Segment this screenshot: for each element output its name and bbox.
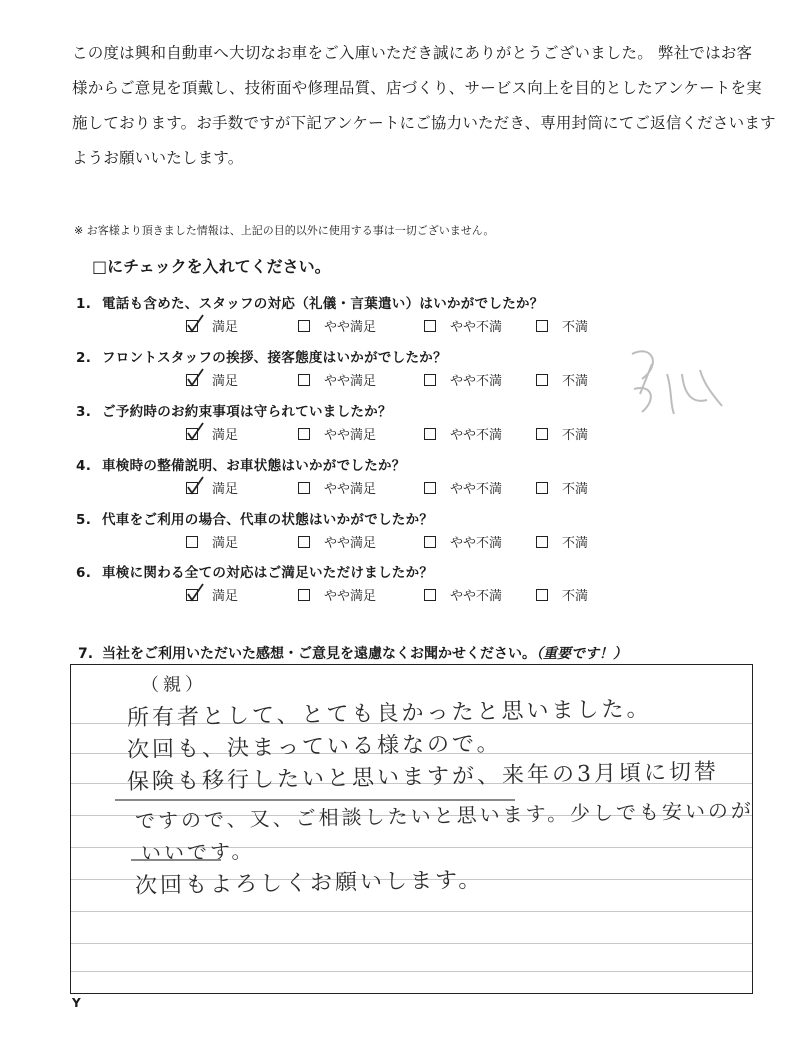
checkbox[interactable] (536, 482, 548, 494)
option-label: やや満足 (324, 320, 377, 335)
option-2[interactable] (298, 585, 376, 604)
checked-checkbox[interactable] (186, 589, 198, 601)
option-label: 満足 (212, 536, 239, 551)
check-mark-icon (186, 313, 206, 335)
question-4 (76, 454, 406, 474)
option-label: やや満足 (324, 374, 377, 389)
option-2[interactable] (298, 478, 376, 497)
option-2[interactable] (298, 370, 376, 389)
question-number: 4. (76, 458, 92, 474)
handwritten-line: 次回も、決まっている様なので。 (126, 731, 502, 763)
option-label: やや満足 (324, 536, 377, 551)
option-label: やや満足 (324, 428, 377, 443)
checkbox[interactable] (298, 482, 310, 494)
option-1[interactable] (186, 424, 238, 443)
handwritten-line: 所有者として、とても良かったと思いました。 (126, 696, 652, 731)
intro-line: この度は興和自動車へ大切なお車をご入庫いただき誠にありがとうございました。 弊社ではお客 (72, 44, 753, 62)
question-3 (76, 400, 392, 420)
handwritten-line: いいです。 (140, 839, 255, 865)
option-2[interactable] (298, 316, 376, 335)
question-number: 7. (78, 646, 94, 662)
option-label: 不満 (562, 374, 589, 389)
intro-line: ようお願いいたします。 (72, 149, 244, 167)
checkbox[interactable] (186, 536, 198, 548)
margin-scribble (612, 319, 742, 434)
question-text: 車検に関わる全ての対応はご満足いただけましたか？ (102, 565, 434, 581)
handwritten-line: ですので、又、ご相談したいと思います。少しでも安いのが (134, 798, 755, 833)
option-label: やや満足 (324, 482, 377, 497)
option-4[interactable] (536, 532, 588, 551)
option-label: 満足 (212, 589, 239, 604)
option-4[interactable] (536, 585, 588, 604)
option-1[interactable] (186, 532, 238, 551)
option-4[interactable] (536, 478, 588, 497)
privacy-note: ※ お客様より頂きました情報は、上記の目的以外に使用する事は一切ございません。 (74, 224, 495, 237)
option-2[interactable] (298, 532, 376, 551)
options-row (0, 585, 800, 605)
option-4[interactable] (536, 370, 588, 389)
option-1[interactable] (186, 585, 238, 604)
option-label: 不満 (562, 536, 589, 551)
option-2[interactable] (298, 424, 376, 443)
check-mark-icon (186, 421, 206, 443)
option-3[interactable] (424, 585, 502, 604)
question-1 (76, 292, 544, 312)
checkbox[interactable] (424, 428, 436, 440)
checkbox[interactable] (298, 589, 310, 601)
checkbox[interactable] (424, 589, 436, 601)
checkbox[interactable] (536, 428, 548, 440)
handwritten-underline (131, 859, 221, 861)
intro-line: 様からご意見を頂戴し、技術面や修理品質、店づくり、サービス向上を目的としたアンケートを実 (72, 79, 762, 97)
ruled-line (71, 971, 752, 972)
option-1[interactable] (186, 370, 238, 389)
checkbox[interactable] (424, 482, 436, 494)
option-label: やや不満 (450, 482, 503, 497)
option-3[interactable] (424, 370, 502, 389)
question-text: ご予約時のお約束事項は守られていましたか？ (102, 404, 392, 420)
option-label: 不満 (562, 320, 589, 335)
option-label: 不満 (562, 589, 589, 604)
intro-line: 施しております。お手数ですが下記アンケートにご協力いただき、専用封筒にてご返信くださいます (72, 114, 776, 132)
checkbox[interactable] (424, 320, 436, 332)
check-mark-icon (186, 582, 206, 604)
option-label: やや不満 (450, 536, 503, 551)
option-4[interactable] (536, 424, 588, 443)
margin-note: 多い (612, 319, 645, 338)
option-4[interactable] (536, 316, 588, 335)
checked-checkbox[interactable] (186, 320, 198, 332)
option-3[interactable] (424, 478, 502, 497)
ruled-line (71, 911, 752, 912)
question-text: 電話も含めた、スタッフの対応（礼儀・言葉遣い）はいかがでしたか？ (102, 296, 544, 312)
question-2 (76, 346, 447, 366)
checkbox[interactable] (424, 536, 436, 548)
question-number: 5. (76, 512, 92, 528)
intro-paragraph (72, 36, 776, 176)
option-3[interactable] (424, 424, 502, 443)
option-label: 満足 (212, 320, 239, 335)
option-label: 満足 (212, 482, 239, 497)
checkbox[interactable] (298, 374, 310, 386)
corner-mark: Y (72, 996, 81, 1010)
checked-checkbox[interactable] (186, 428, 198, 440)
handwritten-line: （親） (140, 673, 208, 696)
free-comment-box[interactable] (70, 664, 753, 994)
question-text: 車検時の整備説明、お車状態はいかがでしたか？ (102, 458, 406, 474)
checkbox[interactable] (536, 374, 548, 386)
ruled-line (71, 943, 752, 944)
question-7-text: 当社をご利用いただいた感想・ご意見を遠慮なくお聞かせください。 (102, 646, 536, 662)
question-number: 2. (76, 350, 92, 366)
check-mark-icon (186, 367, 206, 389)
option-label: 不満 (562, 482, 589, 497)
option-label: 満足 (212, 374, 239, 389)
options-row (0, 316, 800, 336)
option-1[interactable] (186, 478, 238, 497)
option-label: やや不満 (450, 320, 503, 335)
question-text: 代車をご利用の場合、代車の状態はいかがでしたか？ (102, 512, 434, 528)
checkbox[interactable] (424, 374, 436, 386)
option-label: 満足 (212, 428, 239, 443)
question-number: 3. (76, 404, 92, 420)
question-6 (76, 561, 433, 581)
question-7 (78, 643, 627, 663)
option-label: やや不満 (450, 374, 503, 389)
option-3[interactable] (424, 532, 502, 551)
option-label: やや不満 (450, 589, 503, 604)
handwritten-line: 保険も移行したいと思いますが、来年の3月頃に切替 (126, 759, 720, 795)
option-3[interactable] (424, 316, 502, 335)
checkbox[interactable] (298, 320, 310, 332)
checkbox[interactable] (298, 428, 310, 440)
option-1[interactable] (186, 316, 238, 335)
check-mark-icon (186, 475, 206, 497)
instruction-heading: □にチェックを入れてください。 (92, 257, 331, 276)
emphasis-note: （重要です！） (536, 646, 627, 662)
checkbox[interactable] (536, 589, 548, 601)
checked-checkbox[interactable] (186, 482, 198, 494)
question-number: 6. (76, 565, 92, 581)
option-label: 不満 (562, 428, 589, 443)
question-5 (76, 508, 433, 528)
question-number: 1. (76, 296, 92, 312)
question-text: フロントスタッフの挨拶、接客態度はいかがでしたか？ (102, 350, 447, 366)
option-label: やや不満 (450, 428, 503, 443)
checkbox[interactable] (298, 536, 310, 548)
checked-checkbox[interactable] (186, 374, 198, 386)
options-row (0, 532, 800, 552)
handwritten-line: 次回もよろしくお願いします。 (134, 867, 484, 899)
options-row (0, 478, 800, 498)
checkbox[interactable] (536, 536, 548, 548)
checkbox[interactable] (536, 320, 548, 332)
option-label: やや満足 (324, 589, 377, 604)
